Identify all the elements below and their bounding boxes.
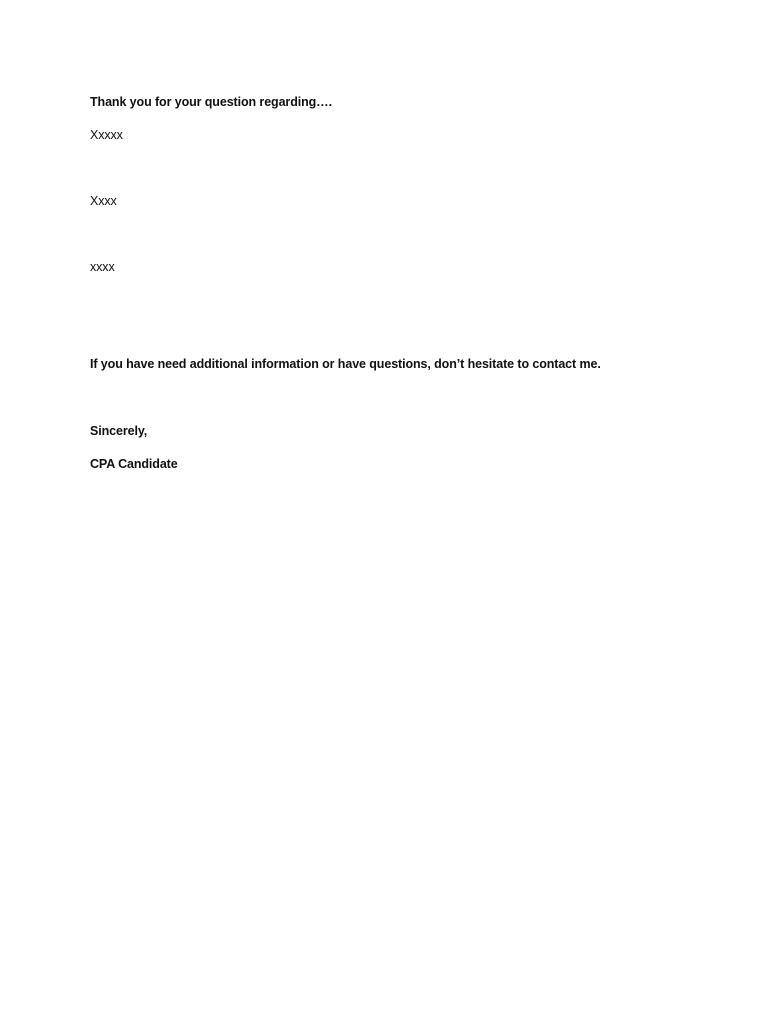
placeholder-paragraph-3: xxxx	[90, 260, 115, 274]
signer-name: CPA Candidate	[90, 457, 178, 471]
placeholder-paragraph-2: Xxxx	[90, 194, 117, 208]
closing-paragraph: If you have need additional information or have questions, don’t hesitate to contact me.	[90, 357, 601, 371]
placeholder-paragraph-1: Xxxxx	[90, 128, 123, 142]
greeting-line: Thank you for your question regarding….	[90, 95, 332, 109]
signoff: Sincerely,	[90, 424, 148, 438]
